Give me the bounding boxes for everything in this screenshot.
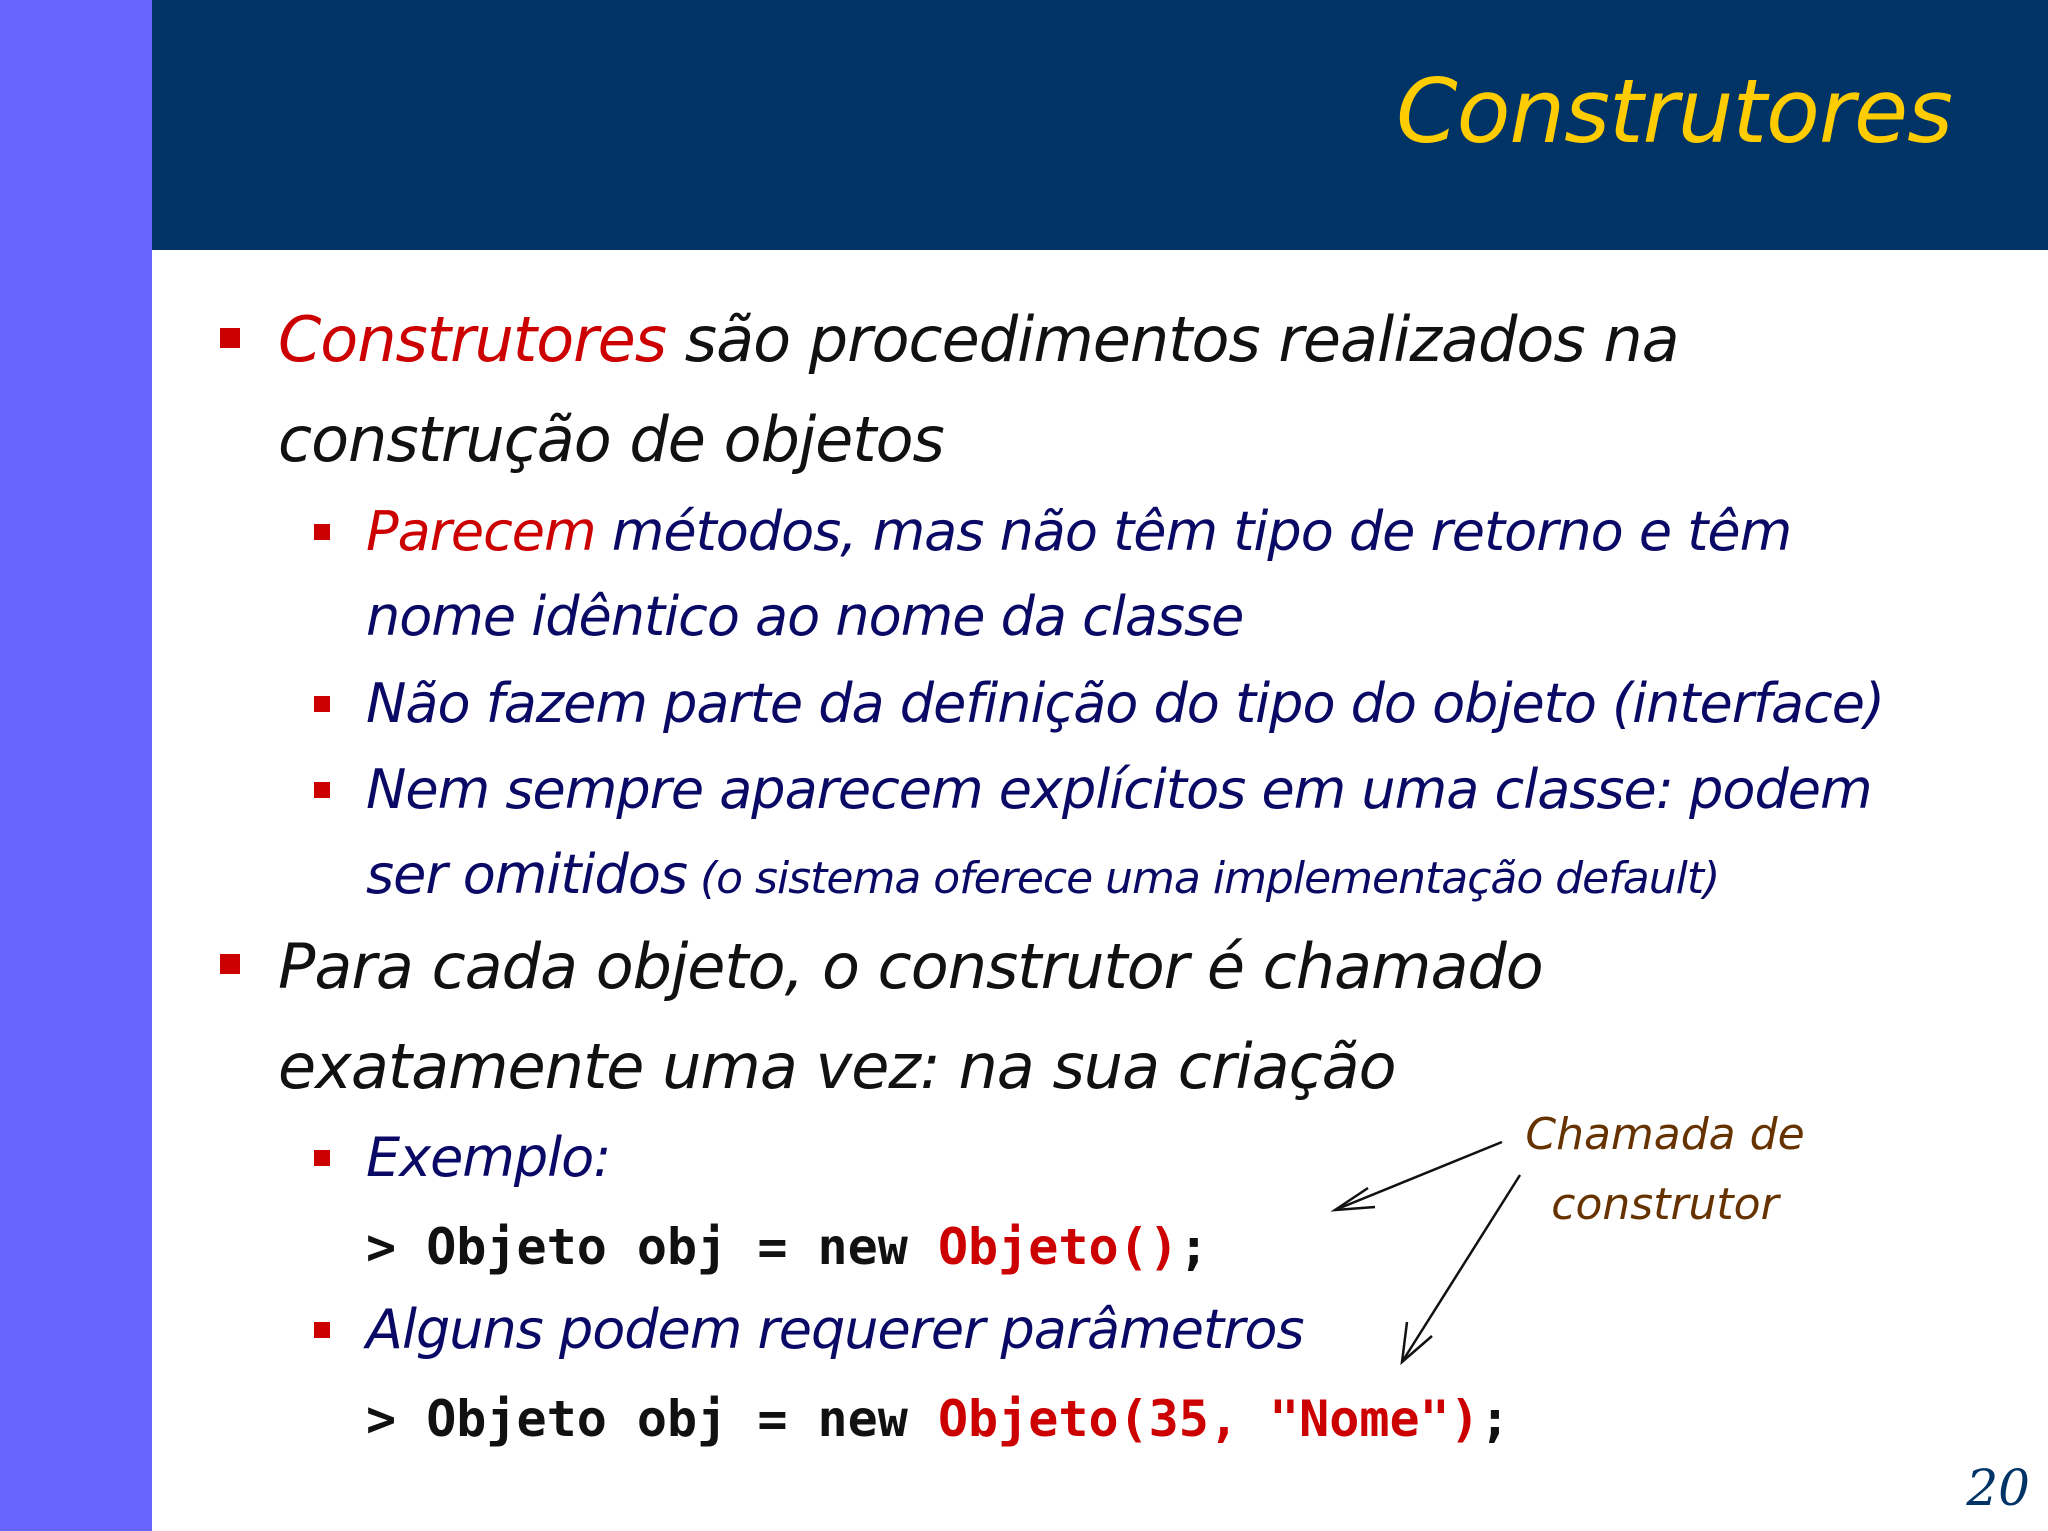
arrow-to-call-2: [1402, 1175, 1520, 1362]
sub-bullet-marker: [314, 782, 330, 798]
sub-bullet-marker: [314, 696, 330, 712]
example-label: Exemplo:: [366, 1126, 611, 1189]
slide-title: Construtores: [1396, 60, 1952, 163]
annotation-label: [1520, 1100, 1810, 1240]
sub-bullet-1-line-1: [366, 500, 1791, 563]
code-1-suffix: ;: [1178, 1218, 1209, 1276]
bullet-2-line-2: exatamente uma vez: na sua criação: [278, 1030, 1396, 1103]
sub-bullet-marker: [314, 1322, 330, 1338]
bullet-marker: [220, 328, 240, 348]
bullet-2-line-1: Para cada objeto, o construtor é chamado: [278, 930, 1543, 1003]
sub-bullet-3-main: ser omitidos: [366, 843, 687, 906]
arrowhead-1: [1335, 1188, 1375, 1210]
code-2-constructor-call: Objeto(35, "Nome"): [937, 1390, 1480, 1448]
arrow-to-call-1: [1335, 1142, 1502, 1210]
sub-bullet-3-line-2: [366, 843, 1719, 906]
sub-bullet-1-term: Parecem: [366, 500, 596, 563]
sub-bullet-1-text: métodos, mas não têm tipo de retorno e têm: [595, 500, 1792, 563]
sub-bullet-2-text: Não fazem parte da definição do tipo do objeto (interface): [366, 672, 1885, 735]
bullet-marker: [220, 954, 240, 974]
sub-bullet-params-text: Alguns podem requerer parâmetros: [366, 1298, 1304, 1361]
annotation-line-1: Chamada de: [1525, 1109, 1805, 1160]
annotation-line-2: construtor: [1551, 1179, 1779, 1230]
code-example-2: [366, 1390, 1510, 1448]
sub-bullet-marker: [314, 524, 330, 540]
sub-bullet-1-line-2: nome idêntico ao nome da classe: [366, 585, 1244, 648]
page-number: 20: [1966, 1459, 2030, 1517]
sub-bullet-3-note: (o sistema oferece uma implementação default): [687, 853, 1720, 904]
arrowhead-2: [1402, 1322, 1432, 1362]
code-example-1: [366, 1218, 1209, 1276]
code-1-constructor-call: Objeto(): [937, 1218, 1179, 1276]
bullet-1-term: Construtores: [278, 303, 667, 376]
code-2-suffix: ;: [1479, 1390, 1510, 1448]
bullet-1-line-1: [278, 303, 1679, 376]
sub-bullet-marker: [314, 1150, 330, 1166]
bullet-1-text: são procedimentos realizados na: [666, 303, 1679, 376]
code-1-prefix: > Objeto obj = new: [366, 1218, 938, 1276]
sub-bullet-3-line-1: Nem sempre aparecem explícitos em uma classe: podem: [366, 758, 1872, 821]
code-2-prefix: > Objeto obj = new: [366, 1390, 938, 1448]
bullet-1-line-2: construção de objetos: [278, 403, 944, 476]
